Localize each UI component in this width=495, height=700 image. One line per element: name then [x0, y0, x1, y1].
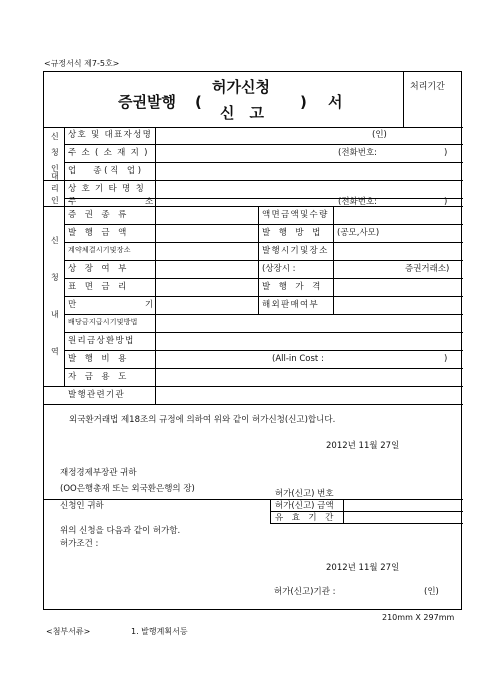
applicant-group-label-1: 신 [51, 132, 59, 141]
application-form [43, 71, 462, 610]
detail-right-value-2: (공모,사모) [337, 228, 380, 238]
addressee-2: (OO은행총재 또는 외국환은행의 장) [60, 484, 195, 494]
applicant-name-label: 상호 및 대표자성명 [68, 130, 153, 140]
statement-text: 외국환거래법 제18조의 규정에 의하여 위와 같이 허가신청(신고)합니다. [69, 415, 336, 425]
detail-right-5: 발 행 가 격 [262, 282, 321, 292]
processing-period-label: 처리기간 [410, 82, 445, 92]
agent-address-label-right: 소 [145, 197, 154, 207]
detail-value-9: (All-in Cost : [272, 354, 324, 364]
agent-group-label-3: 인 [51, 196, 59, 205]
addressee-1: 재정경제부장관 귀하 [60, 468, 137, 478]
title-main: 증권발행 [118, 93, 176, 111]
form-number: <규정서식 제7-5호> [44, 59, 120, 68]
agent-name-label: 상 호 기 타 명 칭 [68, 184, 146, 194]
approval-number-label: 허가(신고) 번호 [275, 489, 334, 499]
detail-right-4: (상장시 : [262, 264, 296, 274]
detail-left-9: 발 행 비 용 [68, 354, 127, 364]
attachment-label: <첨부서류> [46, 627, 91, 636]
detail-left-11: 발행관련기관 [68, 390, 126, 400]
applicant-phone-close: ) [444, 148, 448, 158]
authority-seal: (인) [424, 587, 439, 597]
details-group-label-1: 신 [51, 236, 59, 245]
agent-phone-label: (전화번호: [338, 197, 378, 207]
agent-group-label-1: 대 [51, 172, 59, 181]
title-close-paren: ) [300, 93, 307, 111]
title-option-report: 신 고 [220, 104, 264, 122]
detail-left-6b: 기 [145, 300, 154, 310]
paper-size: 210mm X 297mm [382, 613, 455, 622]
detail-left-5: 표 면 금 리 [68, 282, 127, 292]
detail-left-10: 자 금 용 도 [68, 372, 127, 382]
detail-left-4: 상 장 여 부 [68, 264, 127, 274]
validity-period-label: 유 효 기 간 [275, 513, 334, 523]
applicant-group-label-2: 청 [51, 148, 59, 157]
detail-left-6a: 만 [68, 300, 77, 310]
agent-group-label-2: 리 [51, 184, 59, 193]
approval-text-1: 위의 신청을 다음과 같이 허가함. [60, 526, 181, 536]
authority-label: 허가(신고)기관 : [274, 587, 336, 597]
details-group-label-3: 내 [51, 310, 59, 319]
agent-phone-close: ) [444, 197, 448, 207]
applicant-address-label: 주 소 ( 소 재 지 ) [68, 148, 149, 158]
title-suffix: 서 [328, 93, 343, 111]
applicant-business-label: 업 종 ( 직 업 ) [68, 166, 142, 176]
applicant-seal: (인) [372, 130, 387, 140]
attachment-item: 1. 발행계획서등 [131, 627, 188, 636]
details-group-label-4: 역 [51, 347, 59, 356]
detail-left-7: 배당금지급시기및방법 [68, 318, 138, 326]
detail-right-6: 해외판매여부 [262, 300, 320, 310]
title-option-permit: 허가신청 [212, 78, 270, 96]
detail-left-2: 발 행 금 액 [68, 228, 127, 238]
approval-date: 2012년 11월 27일 [326, 563, 400, 573]
applicant-group-label-3: 인 [51, 164, 59, 173]
approval-amount-label: 허가(신고) 금액 [275, 501, 334, 511]
detail-right-value-4: 증권거래소) [405, 264, 450, 274]
detail-close-9: ) [444, 354, 448, 364]
approval-conditions: 허가조건 : [60, 539, 99, 549]
detail-right-3: 발행시기및장소 [262, 246, 329, 256]
detail-left-8: 원리금상환방법 [68, 336, 135, 346]
applicant-phone-label: (전화번호: [338, 148, 378, 158]
detail-right-1: 액면금액및수량 [262, 210, 329, 220]
application-date: 2012년 11월 27일 [326, 441, 400, 451]
details-group-label-2: 청 [51, 273, 59, 282]
detail-right-2: 발 행 방 법 [262, 228, 321, 238]
title-open-paren: ( [195, 93, 202, 111]
agent-address-label-left: 주 [68, 197, 77, 207]
detail-left-1: 증 권 종 류 [68, 210, 127, 220]
detail-left-3: 계약체결시기및장소 [68, 246, 131, 254]
to-applicant: 신청인 귀하 [60, 501, 104, 511]
